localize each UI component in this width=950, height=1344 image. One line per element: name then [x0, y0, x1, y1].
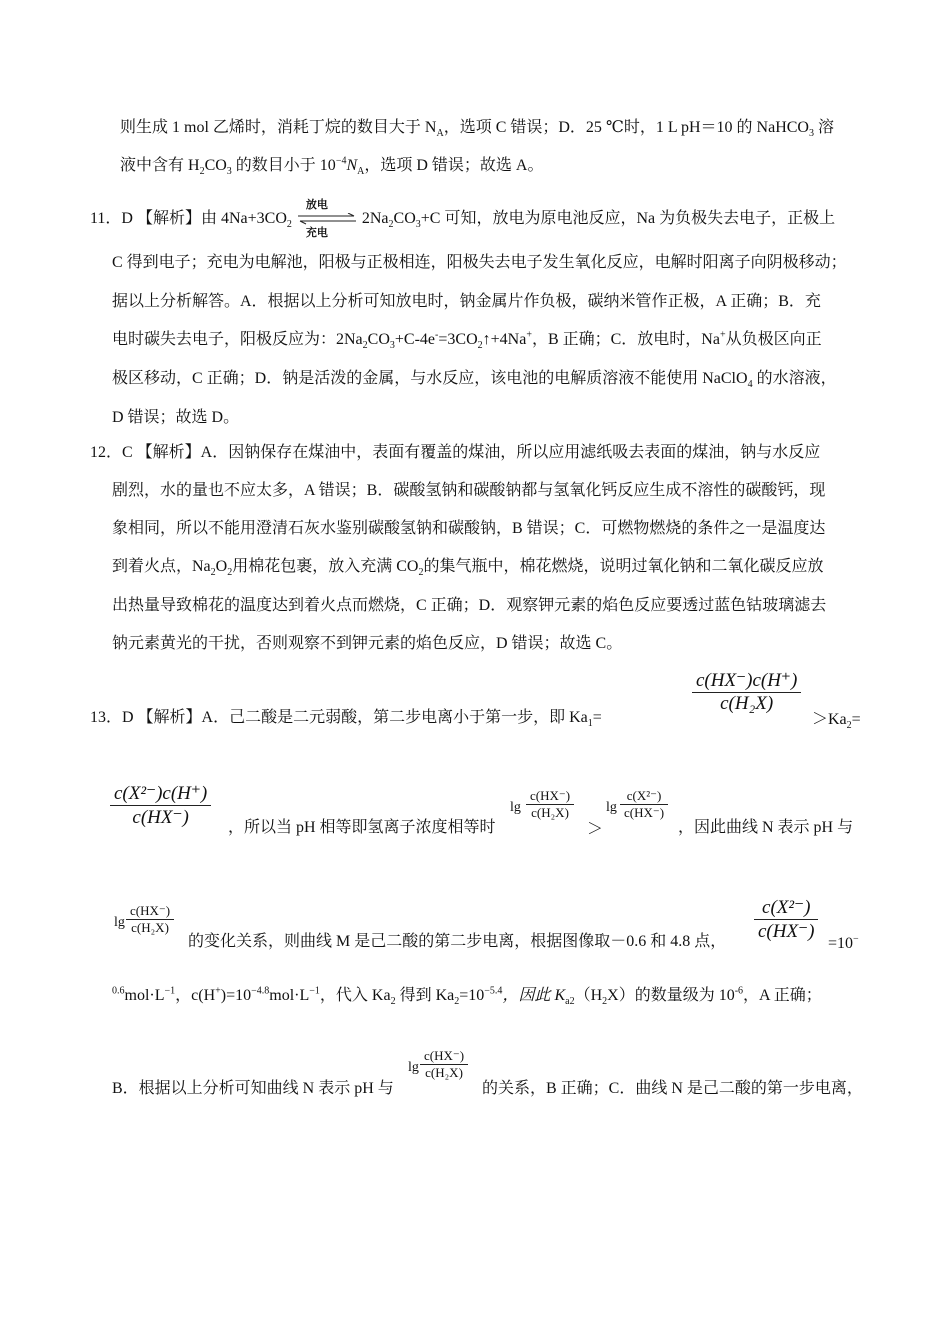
q13-line-3b: =10− — [828, 933, 859, 952]
q11-line-2: C 得到电子；充电为电解池，阳极与正极相连，阳极失去电子发生氧化反应，电解时阳离子向阴极移动； — [112, 254, 847, 271]
q10-line-1: 则生成 1 mol 乙烯时，消耗丁烷的数目大于 $N_A$，选项 C 错误；D．25 ℃时，1 L pH＝10 的 NaHCO$_3$ 溶 — [120, 119, 835, 140]
lg-label-3: lg — [114, 915, 125, 930]
greater-than: ＞ — [587, 821, 604, 838]
ka2-fraction: $\frac{\text{c(X²⁻)c(H⁺)}}{c(HX^-)}$ — [110, 782, 211, 829]
q13-line-4: $^{0.6}mol\cdot L^{-1}$，$c(H^+)=10^{-4.8}mol\cdot L^{-1}$，代入 $Ka_2$ 得到 $Ka_2=10^{-5.4}$，因此 $K_{a2}(H_2X)$的数量级为 $10^{-6}$，A 正确； — [112, 985, 822, 1008]
lg-label-2: lg — [606, 800, 617, 815]
x2-hx-fraction: $\frac{\text{c(X²⁻)}}{c(HX^-)}$ — [754, 896, 818, 943]
lg-label-4: lg — [408, 1060, 419, 1075]
q13-line-3a: 的变化关系，则曲线 M 是己二酸的第二步电离，根据图像取－0.6 和 4.8 点， — [188, 933, 727, 950]
lg-fraction-4: $\frac{c(HX^-)}{\text{c(H₂X)}}$ — [420, 1048, 468, 1081]
q13-line-5a: B．根据以上分析可知曲线 N 表示 pH 与 — [112, 1080, 394, 1097]
lg-fraction-3: $\frac{c(HX^-)}{\text{c(H₂X)}}$ — [126, 903, 174, 936]
q12-line-4: 到着火点，$Na_2O_2$用棉花包裹，放入充满 $CO_2$的集气瓶中，棉花燃烧，说明过氧化钠和二氧化碳反应放 — [112, 558, 824, 579]
ka2-label: $>Ka_2=$ — [812, 711, 861, 732]
lg-fraction-1: $\frac{c(HX^-)}{\text{c(H₂X)}}$ — [526, 788, 574, 821]
q11-line-6: D 错误；故选 D。 — [112, 409, 240, 426]
q11-line-5: 极区移动，C 正确；D．钠是活泼的金属，与水反应，该电池的电解质溶液不能使用 NaClO$_4$ 的水溶液， — [112, 370, 837, 391]
reversible-arrow-icon: 放电 充电 — [296, 209, 358, 229]
q10-line-2: 液中含有 $H_2CO_3$ 的数目小于 $10^{-4}N_A$，选项 D 错误；故选 A。 — [120, 155, 544, 178]
q12-line-2: 剧烈，水的量也不应太多，A 错误；B．碳酸氢钠和碳酸钠都与氢氧化钙反应生成不溶性的碳酸钙，现 — [112, 482, 826, 499]
q12-line-5: 出热量导致棉花的温度达到着火点而燃烧，C 正确；D．观察钾元素的焰色反应要透过蓝色钴玻璃滤去 — [112, 597, 827, 614]
q12-line-1: 12．C 【解析】A．因钠保存在煤油中，表面有覆盖的煤油，所以应用滤纸吸去表面的煤油，钠与水反应 — [90, 444, 821, 461]
q13-line-2a: ，所以当 pH 相等即氢离子浓度相等时 — [228, 819, 496, 836]
q12-line-6: 钠元素黄光的干扰，否则观察不到钾元素的焰色反应，D 错误；故选 C。 — [112, 635, 623, 652]
ka1-fraction: $\frac{c(HX^-)c(H^+)}{\text{c(H₂X)}}$ — [692, 669, 801, 715]
q11-line-1: 11．D 【解析】由 $4Na+3CO_2$ 放电 充电 $2Na_2CO_3+C$ 可知，放电为原电池反应，Na 为负极失去电子，正极上 — [90, 199, 836, 240]
q13-line-5b: 的关系，B 正确；C．曲线 N 是己二酸的第一步电离， — [482, 1080, 863, 1097]
q11-line-3: 据以上分析解答。A．根据以上分析可知放电时，钠金属片作负极，碳纳米管作正极，A 正确；B．充 — [112, 293, 821, 310]
lg-fraction-2: $\frac{\text{c(X²⁻)}}{c(HX^-)}$ — [620, 788, 668, 821]
q13-line-2b: ，因此曲线 N 表示 pH 与 — [678, 819, 854, 836]
lg-label-1: lg — [510, 800, 521, 815]
q11-line-4: 电时碳失去电子，阳极反应为：$2Na_2CO_3+C-4e^-=3CO_2↑+4Na^+$，B 正确；C．放电时，Na+从负极区向正 — [112, 329, 822, 352]
q12-line-3: 象相同，所以不能用澄清石灰水鉴别碳酸氢钠和碳酸钠，B 错误；C．可燃物燃烧的条件之一是温度达 — [112, 520, 826, 537]
q13-line-1: 13．D 【解析】A．己二酸是二元弱酸，第二步电离小于第一步，即 $Ka_1=$ — [90, 709, 602, 730]
